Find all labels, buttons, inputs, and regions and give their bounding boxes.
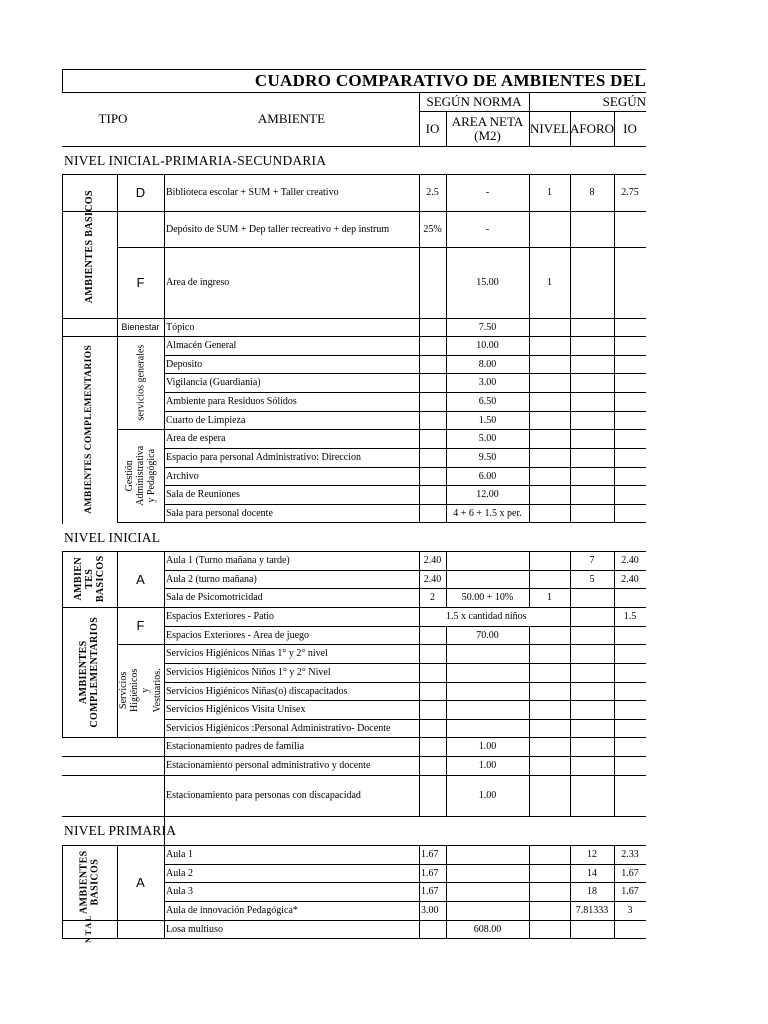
ambiente-cell: Estacionamiento padres de familia bbox=[166, 741, 305, 752]
area-cell: 50.00 + 10% bbox=[461, 592, 514, 603]
io2-cell: 1.5 bbox=[623, 611, 637, 622]
ambiente-cell: Sala para personal docente bbox=[166, 507, 273, 519]
aforo-cell: 12 bbox=[587, 849, 597, 860]
aforo-cell: 14 bbox=[587, 867, 597, 879]
section-nivel-inicial: NIVEL INICIAL bbox=[64, 529, 161, 545]
area-cell: 10.00 bbox=[476, 340, 499, 351]
area-cell: - bbox=[485, 223, 490, 235]
area-cell: - bbox=[485, 187, 490, 198]
group-ambientes-basicos-inicial: AMBIEN TES BASICOS bbox=[72, 555, 107, 603]
header-tipo: TIPO bbox=[98, 111, 128, 126]
aforo-cell: 5 bbox=[589, 573, 595, 585]
ambiente-cell: Vigilancia (Guardianía) bbox=[166, 377, 261, 388]
area-cell: 1.00 bbox=[478, 760, 497, 771]
ambiente-cell: Cuarto de Limpieza bbox=[166, 414, 246, 426]
tipo-cell: F bbox=[136, 275, 145, 290]
group-ambientes-basicos-primaria: AMBIENTES BASICOS bbox=[78, 850, 101, 915]
area-cell: 12.00 bbox=[476, 489, 499, 500]
io-cell: 3.00 bbox=[421, 905, 439, 916]
ambiente-cell: Aula 1 (Turno mañana y tarde) bbox=[166, 555, 290, 566]
group-ambientes-basicos: AMBIENTES BASICOS bbox=[83, 189, 95, 304]
ambiente-cell: Area de espera bbox=[166, 433, 226, 444]
ambiente-cell: Sala de Reuniones bbox=[166, 489, 240, 500]
header-area-neta: AREA NETA (M2) bbox=[451, 113, 524, 143]
tipo-cell: A bbox=[136, 571, 145, 587]
area-cell: 9.50 bbox=[478, 452, 497, 463]
ambiente-cell: Aula 2 bbox=[166, 867, 193, 879]
group-ntal: N T A L bbox=[84, 915, 94, 943]
io-cell: 2.40 bbox=[423, 573, 442, 585]
header-ambiente: AMBIENTE bbox=[257, 111, 326, 126]
aforo-cell: 18 bbox=[587, 886, 597, 897]
ambiente-cell: Deposito bbox=[166, 358, 203, 370]
io-cell: 2.5 bbox=[426, 187, 439, 198]
tipo-cell: Bienestar bbox=[121, 322, 160, 332]
ambiente-cell: Espacio para personal Administrativo: Direccion bbox=[166, 452, 361, 463]
ambiente-cell: Estacionamiento para personas con discapacidad bbox=[166, 790, 361, 801]
header-segun-norma: SEGÚN NORMA bbox=[426, 93, 522, 109]
ambiente-cell: Servicios Higiénicos Visita Unisex bbox=[166, 704, 306, 715]
area-cell: 15.00 bbox=[476, 277, 499, 288]
header-aforo: AFORO bbox=[570, 120, 614, 136]
group-ambientes-complementarios-inicial: AMBIENTES COMPLEMENTARIOS bbox=[78, 616, 101, 728]
ambiente-cell: Servicios Higiénicos Niños 1° y 2° Nivel bbox=[166, 667, 331, 678]
ambiente-cell: Servicios Higiénicos Niñas(o) discapacitados bbox=[166, 685, 348, 697]
io2-cell: 2.40 bbox=[621, 573, 639, 585]
ambiente-cell: Sala de Psicomotricidad bbox=[166, 592, 263, 603]
io-cell: 25% bbox=[423, 223, 442, 235]
io2-cell: 2.40 bbox=[621, 555, 639, 566]
header-io: IO bbox=[425, 120, 440, 136]
area-cell: 608.00 bbox=[473, 923, 502, 935]
ambiente-cell: Area de ingreso bbox=[166, 277, 230, 288]
ambiente-cell: Ambiente para Residuos Sólidos bbox=[166, 396, 297, 407]
group-servicios-higienicos: Servicios Higiénicos y Vestuarios. bbox=[118, 668, 163, 713]
tipo-cell: A bbox=[136, 875, 145, 890]
area-cell: 3.00 bbox=[478, 377, 497, 388]
ambiente-cell: Losa multiuso bbox=[166, 923, 223, 935]
ambiente-cell: Aula 2 (turno mañana) bbox=[166, 573, 257, 585]
page-title: CUADRO COMPARATIVO DE AMBIENTES DEL bbox=[254, 71, 646, 90]
tipo-cell: F bbox=[136, 618, 145, 633]
area-cell: 5.00 bbox=[478, 433, 497, 444]
io-cell: 1.67 bbox=[421, 867, 439, 879]
io-cell: 2 bbox=[430, 592, 435, 603]
ambiente-cell: Servicios Higiénicos :Personal Administrativo- Docente bbox=[166, 722, 391, 734]
ambiente-cell: Archivo bbox=[166, 470, 199, 482]
nivel-cell: 1 bbox=[547, 187, 552, 198]
header-nivel: NIVEL bbox=[530, 120, 569, 136]
io-cell: 2.40 bbox=[423, 555, 442, 566]
nivel-cell: 1 bbox=[547, 277, 552, 288]
section-inicial-primaria-secundaria: NIVEL INICIAL-PRIMARIA-SECUNDARIA bbox=[64, 152, 327, 168]
area-cell: 4 + 6 + 1.5 x per. bbox=[453, 507, 522, 519]
ambiente-cell: Tópico bbox=[166, 321, 195, 333]
group-ambientes-complementarios: AMBIENTES COMPLEMENTARIOS bbox=[84, 345, 95, 514]
aforo-cell: 7 bbox=[589, 555, 595, 566]
ambiente-cell: Estacionamiento personal administrativo y docente bbox=[166, 760, 371, 771]
ambiente-cell: Depósito de SUM + Dep taller recreativo + dep instrum bbox=[166, 223, 390, 235]
ambiente-cell: Aula de innovación Pedagógica* bbox=[166, 905, 298, 916]
area-cell: 1.5 x cantidad niños bbox=[446, 611, 527, 622]
area-cell: 6.00 bbox=[478, 470, 497, 482]
ambiente-cell: Espacios Exteriores - Area de juego bbox=[166, 629, 310, 641]
ambiente-cell: Aula 3 bbox=[166, 886, 193, 897]
tipo-cell: D bbox=[135, 185, 146, 200]
header-io-2: IO bbox=[623, 120, 637, 136]
ambiente-cell: Biblioteca escolar + SUM + Taller creativo bbox=[166, 187, 339, 198]
io2-cell: 1.67 bbox=[621, 867, 639, 879]
area-cell: 1.00 bbox=[478, 741, 497, 752]
area-cell: 1.00 bbox=[478, 790, 497, 801]
area-cell: 6.50 bbox=[478, 396, 497, 407]
header-segun: SEGÚN bbox=[602, 93, 646, 109]
io2-cell: 2.75 bbox=[621, 187, 639, 198]
group-servicios-generales: servicios generales bbox=[134, 345, 146, 421]
aforo-cell: 8 bbox=[589, 187, 595, 198]
io-cell: 1.67 bbox=[421, 849, 439, 860]
ambiente-cell: Almacén General bbox=[166, 340, 237, 351]
io2-cell: 3 bbox=[627, 905, 633, 916]
io2-cell: 2.33 bbox=[621, 849, 639, 860]
ambiente-cell: Aula 1 bbox=[166, 849, 193, 860]
ambiente-cell: Espacios Exteriores - Patio bbox=[166, 611, 275, 622]
aforo-cell: 7.81333 bbox=[575, 905, 609, 916]
area-cell: 7.50 bbox=[478, 321, 497, 333]
nivel-cell: 1 bbox=[547, 592, 552, 603]
area-cell: 1.50 bbox=[478, 414, 497, 426]
group-gestion: Gestión Administrativa y Pedagógica bbox=[123, 445, 158, 506]
ambiente-cell: Servicios Higiénicos Niñas 1° y 2° nivel bbox=[166, 648, 328, 659]
section-nivel-primaria: NIVEL PRIMARIA bbox=[64, 823, 177, 838]
area-cell: 70.00 bbox=[476, 629, 499, 641]
io-cell: 1.67 bbox=[421, 886, 439, 897]
io2-cell: 1.67 bbox=[621, 886, 639, 897]
area-cell: 8.00 bbox=[478, 358, 497, 370]
